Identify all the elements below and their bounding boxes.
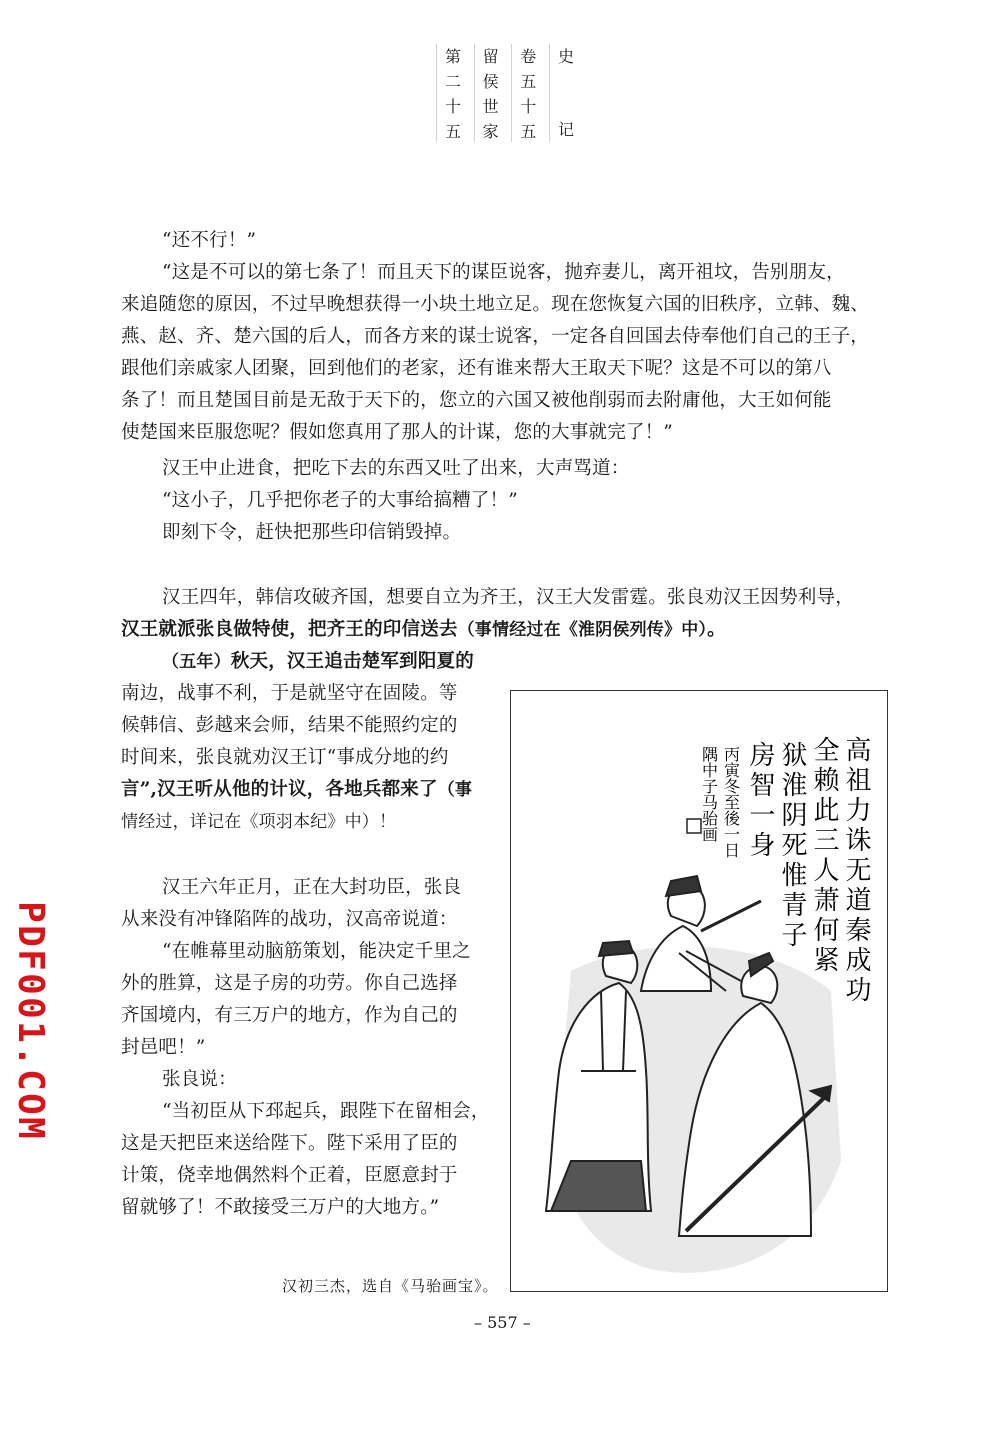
- header-char: 五: [520, 72, 537, 91]
- text-run: 汉王就派张良做特使，把齐王的印信送去: [121, 619, 458, 640]
- watermark-char: C: [10, 1069, 51, 1091]
- header-char: 家: [482, 122, 499, 141]
- header-char: 十: [444, 97, 461, 116]
- paragraph: [121, 485, 932, 517]
- header-char: 世: [482, 97, 499, 116]
- watermark-char: .: [10, 1045, 51, 1067]
- text-line: [121, 614, 891, 646]
- header-char: 五: [444, 122, 461, 141]
- text-line: 汉王中止进食，把吃下去的东西又吐了出来，大声骂道：: [162, 458, 630, 479]
- text-line: “这小子，几乎把你老子的大事给搞糟了！”: [162, 490, 518, 511]
- annotation-note: （事情经过在《淮阴侯列传》中）: [457, 620, 708, 640]
- text-line: 候韩信、彭越来会师，结果不能照约定的: [121, 715, 458, 736]
- header-char: 卷: [520, 47, 537, 66]
- header-char: 侯: [482, 72, 499, 91]
- header-column: [549, 44, 576, 142]
- watermark-char: P: [10, 901, 51, 923]
- header-column: [474, 44, 501, 142]
- paragraph: [121, 257, 891, 449]
- header-char: 留: [482, 47, 499, 66]
- paragraph: [121, 453, 932, 485]
- text-line: 这是天把臣来送给陛下。陛下采用了臣的: [121, 1133, 458, 1154]
- watermark-char: 1: [10, 1021, 51, 1043]
- text-line: “当初臣从下邳起兵，跟陛下在留相会，: [162, 1101, 490, 1122]
- text-line: 跟他们亲戚家人团聚，回到他们的老家，还有谁来帮大王取天下呢？这是不可以的第八: [121, 358, 832, 379]
- text-line: 留就够了！不敢接受三万户的大地方。”: [121, 1197, 440, 1218]
- header-char: 十: [520, 97, 537, 116]
- text-line: 使楚国来臣服您呢？假如您真用了那人的计谋，您的大事就完了！”: [121, 422, 673, 443]
- header-char: 记: [557, 120, 574, 139]
- text-run: 秋天，汉王追击楚军到阳夏的: [230, 651, 474, 672]
- annotation-note: 情经过，详记在《项羽本纪》中）！: [121, 812, 397, 832]
- text-line: 从来没有冲锋陷阵的战功，汉高帝说道：: [121, 909, 458, 930]
- inscription-column: 狱淮阴死惟青子: [777, 741, 807, 951]
- text-line: 来追随您的原因，不过早晚想获得一小块土地立足。现在您恢复六国的旧秩序，立韩、魏、: [121, 294, 870, 315]
- header-char: 第: [444, 47, 461, 66]
- inscription-column: 全赖此三人萧何紧: [809, 736, 839, 976]
- watermark-char: M: [10, 1117, 51, 1139]
- annotation-note: （五年）: [162, 652, 231, 672]
- annotation-note: （事: [437, 780, 473, 800]
- text-line: 张良说：: [162, 1069, 237, 1090]
- watermark-char: 0: [10, 997, 51, 1019]
- signature-column: 丙寅冬至後一日: [721, 746, 741, 858]
- signature-column: 隅中子马骀画: [699, 746, 719, 842]
- text-line: “还不行！”: [162, 230, 257, 251]
- paragraph: [121, 582, 891, 646]
- text-line: 汉王六年正月，正在大封功臣，张良: [162, 877, 462, 898]
- text-line: 时间来，张良就劝汉王订“事成分地的约: [121, 747, 449, 768]
- text-run: 言”,汉王听从他的计议，各地兵都来了: [121, 779, 438, 800]
- text-line: “这是不可以的第七条了！而且天下的谋臣说客，抛弃妻儿，离开祖坟，告别朋友，: [162, 262, 845, 283]
- paragraph: [121, 517, 932, 549]
- page-number: – 557 –: [474, 1313, 531, 1332]
- text-line: 即刻下令，赶快把那些印信销毁掉。: [162, 522, 462, 543]
- text-line: [121, 646, 501, 678]
- watermark-char: F: [10, 949, 51, 971]
- illustration-frame: [510, 690, 888, 1292]
- inscription-column: 房智一身: [745, 741, 775, 861]
- text-line: 封邑吧！”: [121, 1037, 206, 1058]
- running-header: [436, 44, 576, 142]
- figure-caption: 汉初三杰，选自《马骀画宝》。: [282, 1277, 499, 1295]
- text-line: 汉王四年，韩信攻破齐国，想要自立为齐王，汉王大发雷霆。张良劝汉王因势利导，: [162, 587, 854, 608]
- text-run: 。: [707, 619, 726, 640]
- text-line: 齐国境内，有三万户的地方，作为自己的: [121, 1005, 458, 1026]
- inscription-column: 高祖力诛无道秦成功: [841, 736, 871, 1006]
- text-line: 外的胜算，这是子房的功劳。你自己选择: [121, 973, 458, 994]
- text-line: 燕、赵、齐、楚六国的后人，而各方来的谋士说客，一定各自回国去侍奉他们自己的王子，: [121, 326, 870, 347]
- paragraph: [121, 936, 501, 1064]
- text-line: [121, 774, 501, 806]
- watermark-char: 0: [10, 973, 51, 995]
- text-line: 南边，战事不利，于是就坚守在固陵。等: [121, 683, 458, 704]
- paragraph: [121, 1064, 501, 1096]
- paragraph: [121, 646, 501, 838]
- header-column: [436, 44, 463, 142]
- watermark-char: D: [10, 925, 51, 947]
- header-char: 史: [557, 47, 574, 66]
- figure-drawing: [511, 691, 887, 1291]
- watermark: [2, 900, 58, 1142]
- watermark-char: O: [10, 1093, 51, 1115]
- paragraph: [121, 872, 501, 936]
- text-line: 计策，侥幸地偶然料个正着，臣愿意封于: [121, 1165, 458, 1186]
- paragraph: [121, 1096, 501, 1224]
- header-char: 二: [444, 72, 461, 91]
- header-column: [511, 44, 538, 142]
- text-line: “在帷幕里动脑筋策划，能决定千里之: [162, 941, 471, 962]
- paragraph: [121, 225, 932, 257]
- text-line: 条了！而且楚国目前是无敌于天下的，您立的六国又被他削弱而去附庸他，大王如何能: [121, 390, 832, 411]
- header-char: 五: [520, 122, 537, 141]
